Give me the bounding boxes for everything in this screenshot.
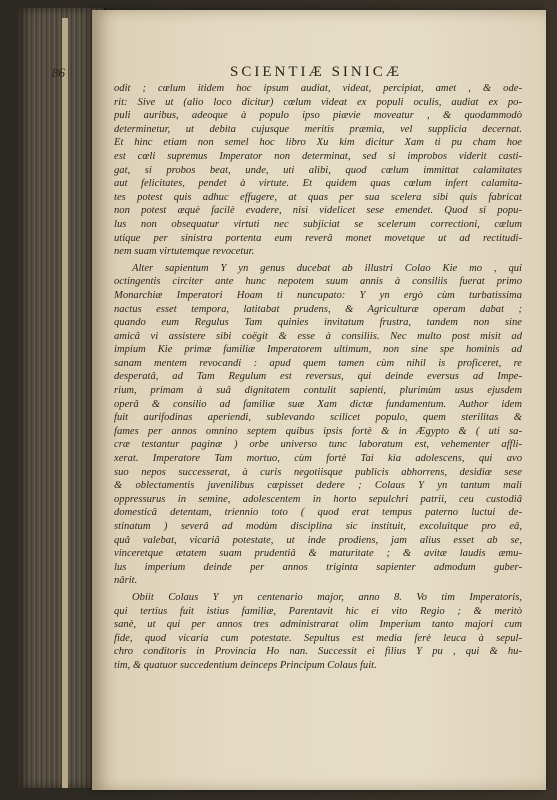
paragraph [114,82,522,259]
text-line: Obiit Colaus Y yn centenario major, anno 8. Vo tim Imperatoris, [132,591,522,603]
text-line: rium, primam à suâ dignitatem contulit sapienti, plurimùm usus ejusdem [114,385,522,397]
text-line: aut felicitates, pendet à virtute. Et quidem quas cœlum infert calamita- [114,178,522,190]
page-text [114,82,522,673]
paragraph [114,262,522,588]
text-line: amicâ vi assistere sibi coëgit & esse à consiliis. Nec multo post misit ad [114,330,522,342]
text-line: rit: Sive ut (alio loco dicitur) cœlum videat ex populi oculis, audiat ex po- [114,96,522,108]
text-line: nactus esset tempora, latitabat prudens, & Agriculturæ operam dabat ; [114,303,522,315]
text-line: quando eum Regulus Tam quinies invitatum frustra, tandem non sine [114,317,522,329]
text-line: cræ testantur paginæ ) orbe universo tunc laboratum est, vehementer affli- [114,439,522,451]
running-head: SCIENTIÆ SINICÆ [230,64,403,80]
text-line: non potest æquè facilè evadere, nisi videlicet sese emendet. Quod si popu- [114,205,522,217]
text-line: vinceretque ætatem suam prudentiâ & maturitate ; & avitæ laudis æmu- [114,548,522,560]
text-line: nem suam virtutemque revocetur. [114,246,255,258]
text-line: tim, & quatuor succedentium deinceps Principum Colaus fuit. [114,659,377,671]
text-line: puli auribus, adeoque à populo ipso piævie moveatur , & quodammodò [114,110,522,122]
paragraph [114,591,522,673]
text-line: sanè, ut qui per annos tres administrarat olim Imperium tanto majori cum [114,619,522,631]
text-line: gat, si probos beat, unde, uti alibi, quod cœlum immittat calamitates [114,164,522,176]
text-line: fide, quod vicaria cum potestate. Sepultus est media ferè leuca à sepul- [114,632,522,644]
text-line: suo nepos successerat, à curis negotiisque publicis abhorrens, desidiæ sese [114,466,522,478]
text-line: fuit aurifodinas aperiendi, sublevando scilicet populo, quem sterilitas & [114,412,522,424]
text-line: oppressurus in semine, adolescentem in horto sepulchri patrii, ceu custodiâ [114,493,522,505]
text-line: Alter sapientum Y yn genus ducebat ab illustri Colao Kie mo , qui [132,262,522,274]
text-line: determinetur, ut debita cujusque meritis præmia, vel supplicia decernat. [114,123,522,135]
text-line: qui tertius fuit istius familiæ, Parentavit hic ei vito Regio ; & meritò [114,605,522,617]
text-line: desperatâ, ad Tam Regulum est reversus, qui deinde eversus ad Impe- [114,371,522,383]
text-line: utique per sinistra portenta eum reverâ monet movetque ut ad rectitudi- [114,232,522,244]
text-line: odit ; cœlum itidem hoc ipsum audiat, videat, percipiat, amet , & ode- [114,83,522,94]
text-line: nârit. [114,575,138,587]
text-line: Monarchiæ Imperatori Hoam ti nuncupato: Y yn ergò cùm turbatissima [114,289,522,301]
text-line: chro conditoris in Provincia Ho nan. Successit ei filius Y pu , qui & hu- [114,646,522,658]
text-line: octingentis circiter ante hunc nepotem suum annis à consiliis fuerat primo [114,276,522,288]
text-line: domesticâ detentam, triennio toto ( quod erat tempus paterno luctui de- [114,507,522,519]
text-line: quâ valebat, vicariâ potestate, ut inde prodiens, jam alius esset ab se, [114,534,522,546]
text-line: lus imperium deinde per annos triginta sapienter admodum guber- [114,561,522,573]
text-line: & oblectamentis juvenilibus cœpisset dedere ; Colaus Y yn tantum mali [114,480,522,492]
text-line: Et hinc etiam non semel hoc libro Xu kim dicitur Xam ti pu cham hoe [114,137,522,149]
page-edge-highlight [62,18,68,788]
text-line: xerat. Imperatore Tam mortuo, cùm fortè Tai kia adolescens, qui avo [114,453,522,465]
text-line: sanam mentem revocandi : apud quem tamen cùm nihil is proficeret, re [114,357,522,369]
text-line: operâ & consilio ad familiæ suæ Xam dictæ fundamentum. Author idem [114,398,522,410]
text-line: est cœli supremus Imperator non determinat, sed si improbos viderit casti- [114,150,522,162]
text-line: impium Kie primæ familiæ Imperatorem ultimum, non sine spe hominis ad [114,344,522,356]
text-line: lus non obsequatur virtuti nec subjiciat se scelerum correctioni, cœlum [114,218,522,230]
text-line: fames per annos omnino septem quibus ipsis fortè & in Ægypto & ( uti sa- [114,425,522,437]
text-line: stinatum ) severâ ad modùm disciplina sic instituit, excoluitque pro eâ, [114,521,522,532]
page-number: 86 [52,65,65,80]
text-line: tes potest quis adhuc effugere, at quas per sua scelera sibi quis fabricat [114,191,522,203]
